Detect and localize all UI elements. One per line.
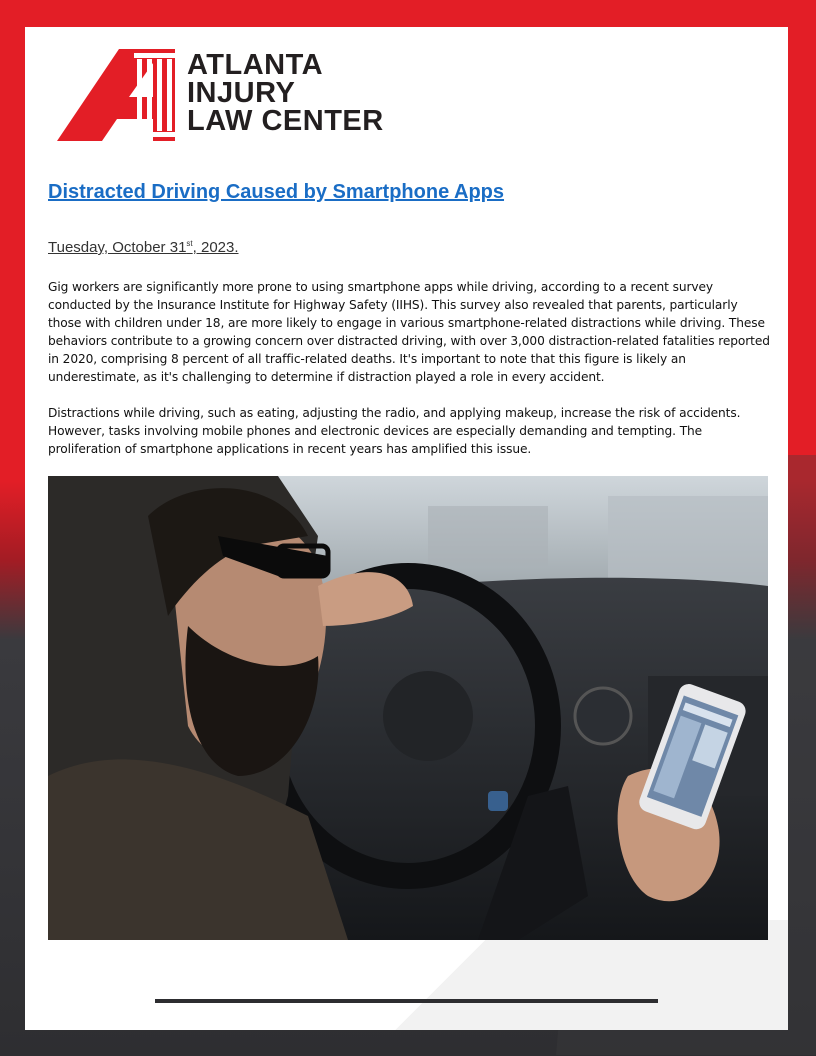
logo-line-1: ATLANTA bbox=[187, 49, 324, 81]
date-ordinal: st bbox=[186, 239, 193, 248]
footer-divider bbox=[155, 999, 658, 1003]
driver-using-smartphone-photo bbox=[48, 476, 768, 940]
company-logo bbox=[57, 49, 387, 149]
logo-line-2: INJURY bbox=[187, 77, 296, 109]
article-paragraph-1: Gig workers are significantly more prone to using smartphone apps while driving, according to a recent survey conducted by the Insurance Institute for Highway Safety (IIHS). This survey also revealed that parents, particularly those with children under 18, are more likely to engage in various smartphone-related distractions while driving. These behaviors contribute to a growing concern over distracted driving, with over 3,000 distraction-related fatalities reported in 2020, comprising 8 percent of all traffic-related deaths. It's important to note that this figure is likely an underestimate, as it's challenging to determine if distraction played a role in every accident. bbox=[48, 280, 770, 384]
date-year: , 2023. bbox=[192, 239, 239, 256]
logo-line-3: LAW CENTER bbox=[187, 105, 384, 137]
article-title[interactable]: Distracted Driving Caused by Smartphone Apps bbox=[48, 181, 505, 203]
logo-wordmark bbox=[187, 51, 384, 135]
date-main: Tuesday, October 31 bbox=[48, 239, 187, 256]
atlanta-injury-law-center-logo-icon bbox=[57, 49, 182, 144]
document-page bbox=[25, 27, 788, 1030]
article-date bbox=[48, 239, 239, 256]
article-paragraph-2: Distractions while driving, such as eating, adjusting the radio, and applying makeup, increase the risk of accidents. However, tasks involving mobile phones and electronic devices are especially demanding and tempting. The proliferation of smartphone applications in recent years has amplified this issue. bbox=[48, 406, 741, 456]
